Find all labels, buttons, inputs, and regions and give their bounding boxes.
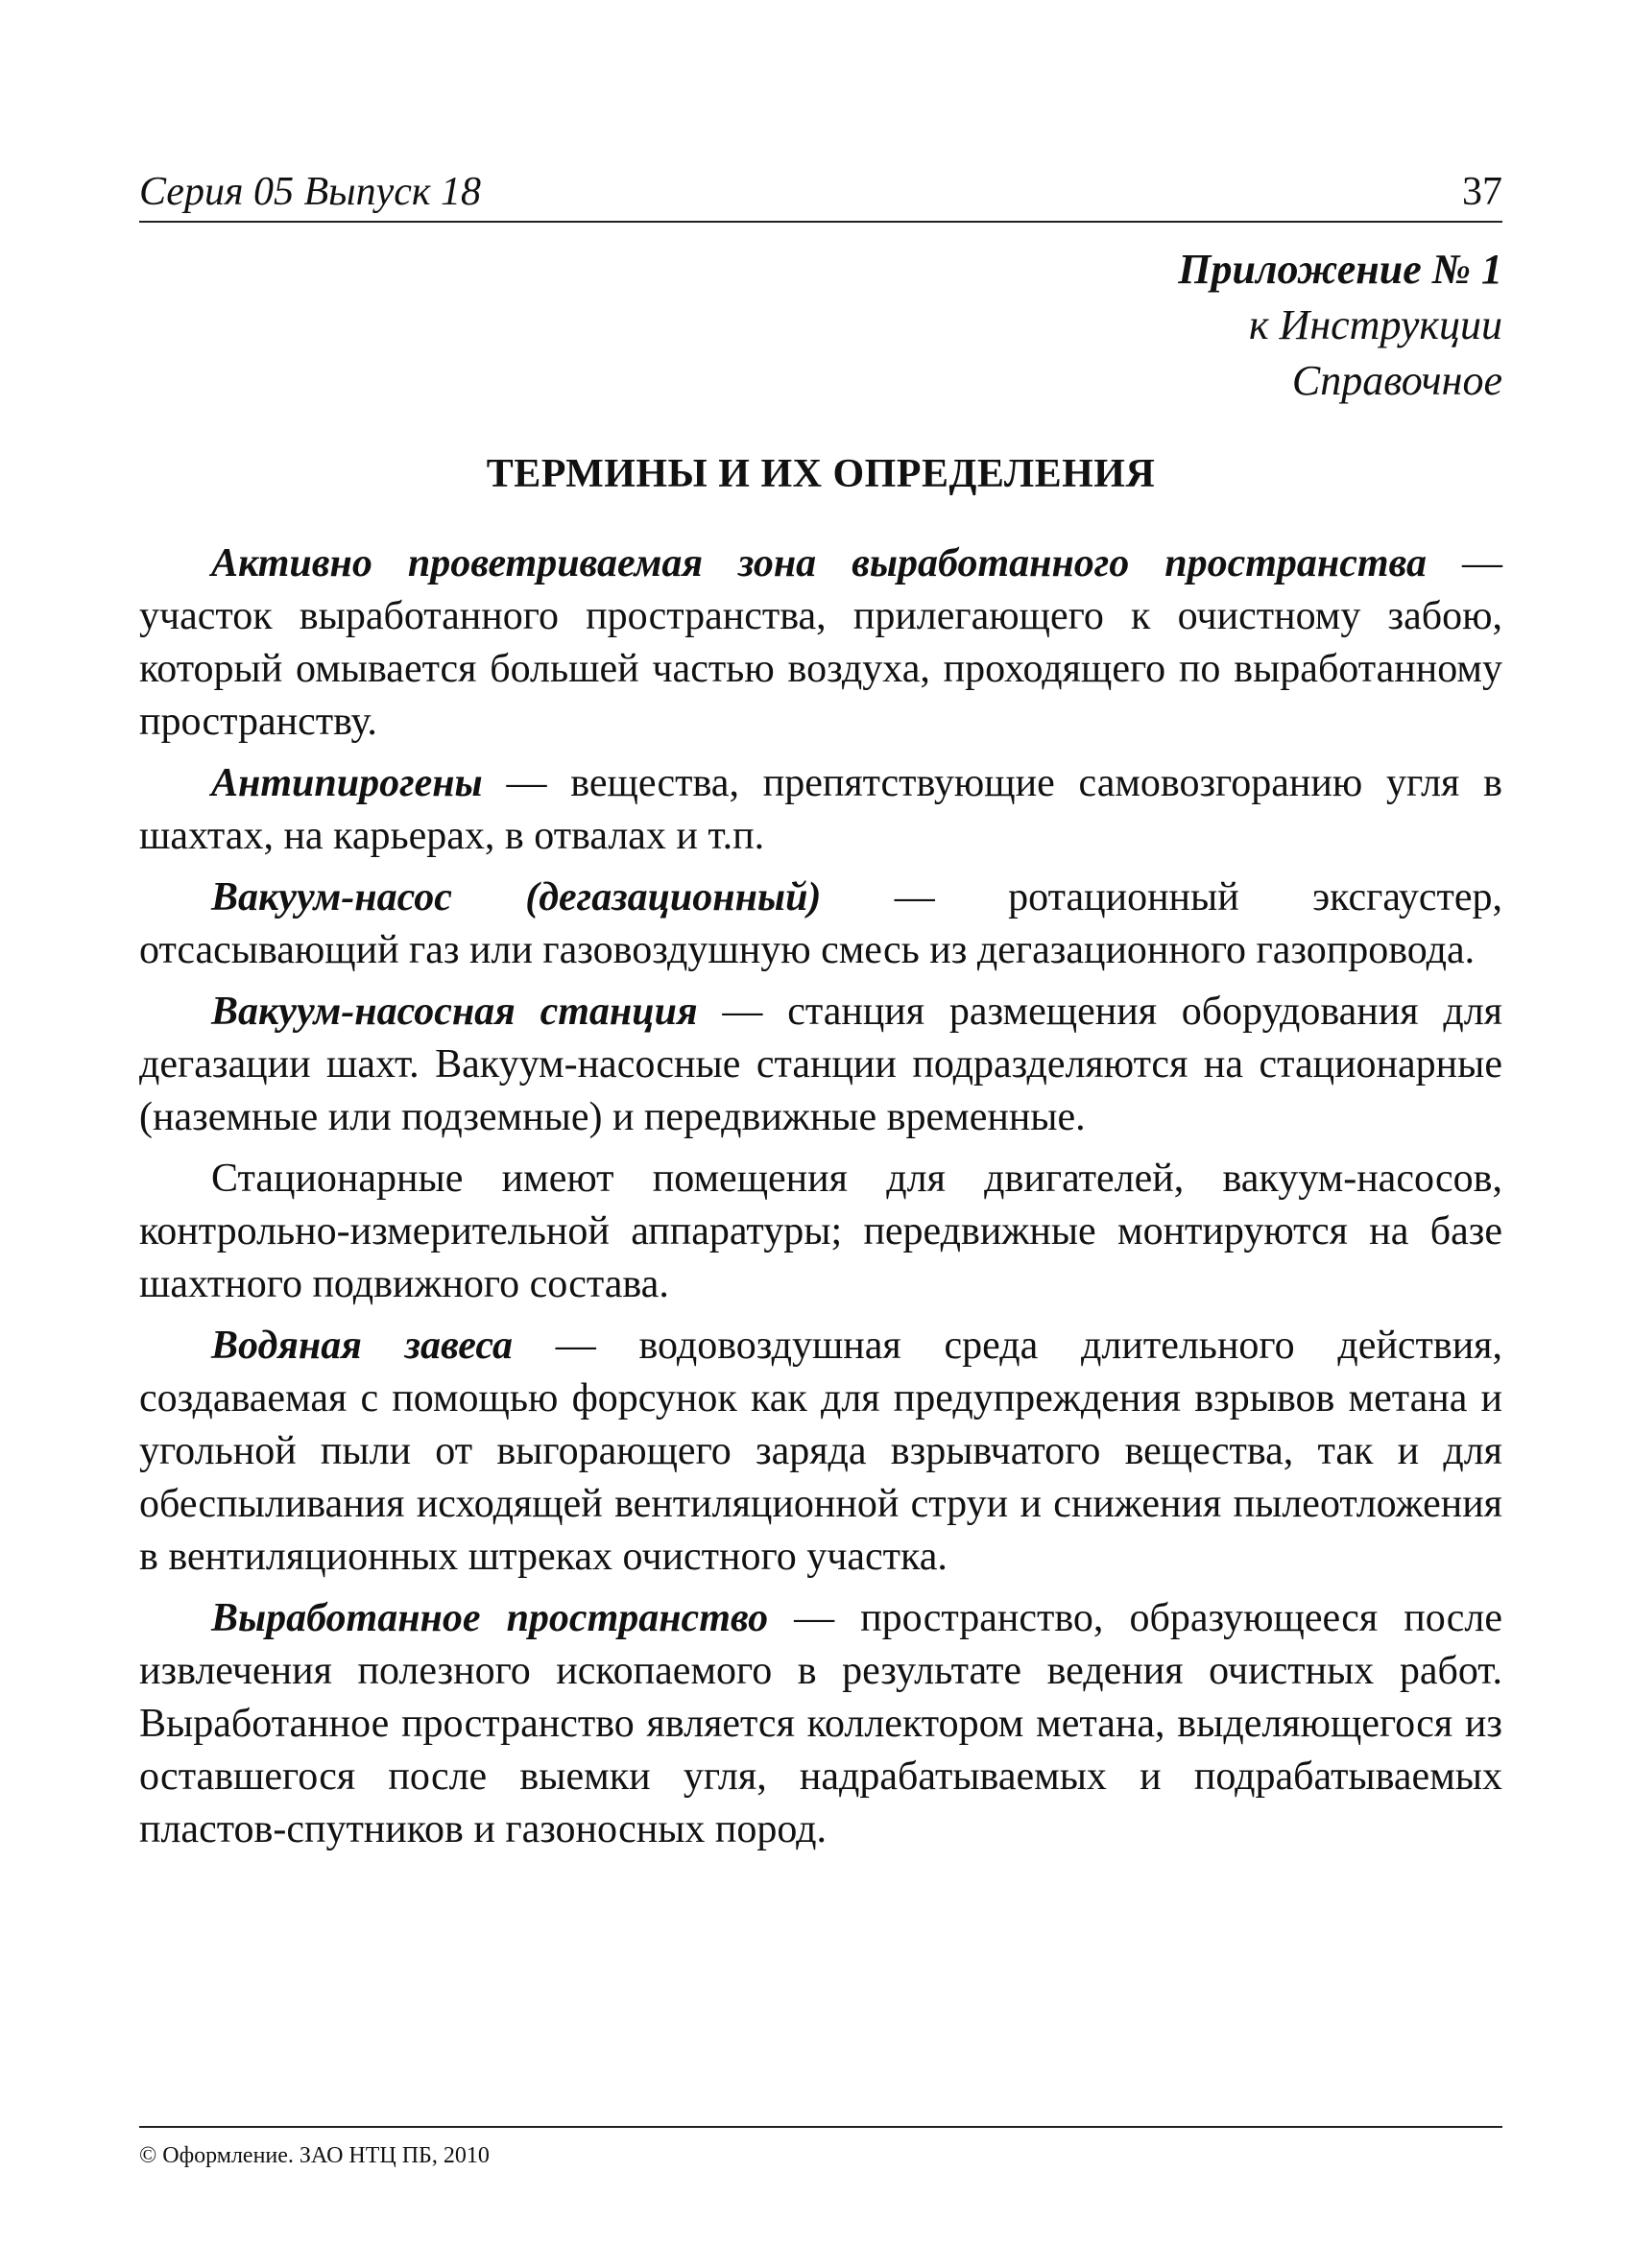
running-header [139,165,1502,223]
definition-paragraph [139,986,1502,1144]
page-number: 37 [1462,170,1502,214]
appendix-title: Приложение № 1 [1178,246,1502,293]
definition-paragraph [139,537,1502,749]
term: Вакуум-насосная станция [211,990,698,1034]
copyright-footer: © Оформление. ЗАО НТЦ ПБ, 2010 [139,2126,1502,2170]
definition-text: — участок выработанного пространства, прилегающего к очистному забою, который омывается большей частью воздуха, проходящего по выработанному пространству. [139,541,1503,744]
appendix-reference: к Инструкции [1248,301,1502,348]
term: Антипирогены [211,761,483,805]
term: Водяная завеса [211,1324,513,1368]
definition-text: — станция размещения оборудования для дегазации шахт. Вакуум-насосные станции подразделяются на стационарные (наземные или подземные) и передвижные временные. [139,990,1502,1139]
appendix-status: Справочное [1291,357,1502,404]
term: Активно проветриваемая зона выработанного пространства [211,541,1428,585]
term: Вакуум-насос (дегазационный) [211,875,822,919]
term: Выработанное пространство [211,1596,769,1640]
definitions-body [139,537,1502,1865]
definition-paragraph [139,871,1502,977]
definition-paragraph [139,1320,1502,1584]
definition-text: — ротационный эксгаустер, отсасывающий газ или газовоздушную смесь из дегазационного газопровода. [139,875,1502,972]
plain-paragraph [139,1153,1502,1311]
definition-paragraph [139,757,1502,863]
section-heading: ТЕРМИНЫ И ИХ ОПРЕДЕЛЕНИЯ [486,452,1156,496]
appendix-block [1178,242,1502,409]
definition-text: — пространство, образующееся после извлечения полезного ископаемого в результате ведения очистных работ. Выработанное пространство является коллектором метана, выделяющегося из оставшегося после выемки угля, надрабатываемых и подрабатываемых пластов-спутников и газоносных пород. [139,1596,1502,1851]
series-issue-label: Серия 05 Выпуск 18 [139,170,481,214]
definition-paragraph [139,1592,1502,1856]
definition-text: — вещества, препятствующие самовозгоранию угля в шахтах, на карьерах, в отвалах и т.п. [139,761,1502,858]
definition-text: — водовоздушная среда длительного действия, создаваемая с помощью форсунок как для предупреждения взрывов метана и угольной пыли от выгорающего заряда взрывчатого вещества, так и для обеспыливания исходящей вентиляционной струи и снижения пылеотложения в вентиляционных штреках очистного участка. [139,1324,1502,1579]
paragraph-text: Стационарные имеют помещения для двигателей, вакуум-насосов, контрольно-измерительной аппаратуры; передвижные монтируются на базе шахтного подвижного состава. [139,1157,1502,1306]
